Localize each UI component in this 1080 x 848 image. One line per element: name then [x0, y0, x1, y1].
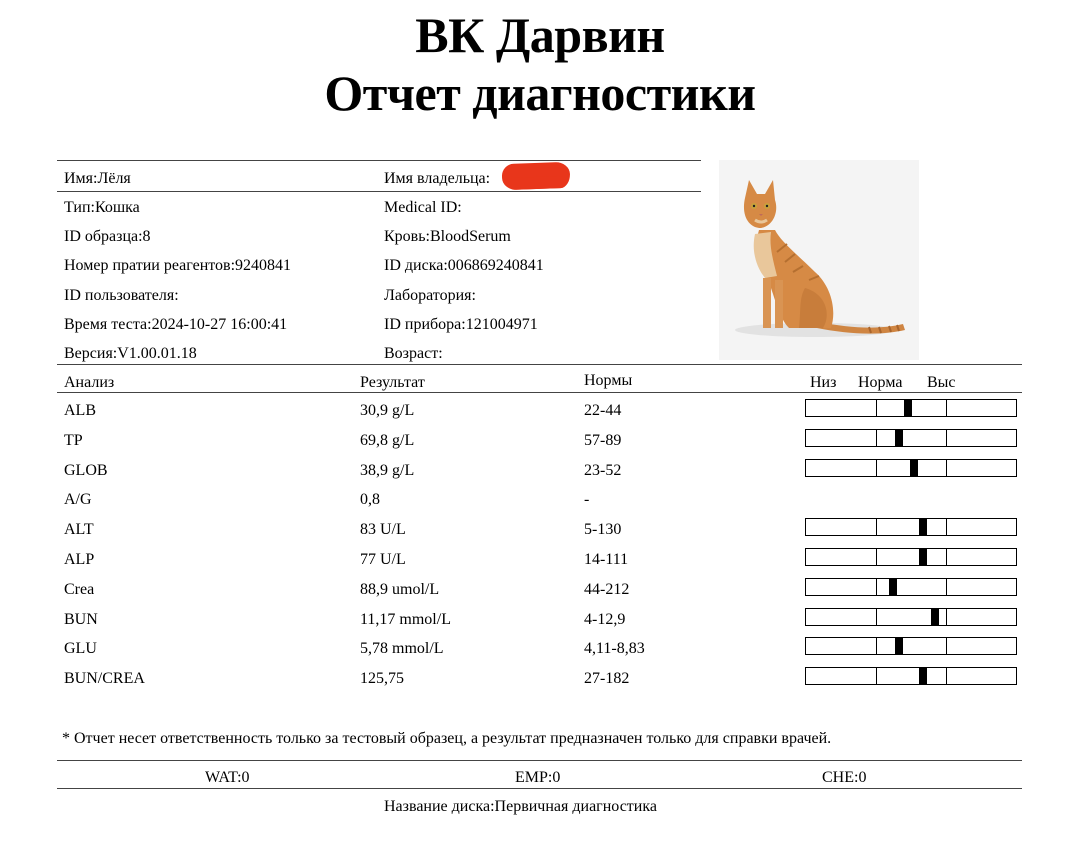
- col-header-normal: Норма: [858, 374, 903, 391]
- row-range-scale: [805, 637, 1017, 655]
- scale-divider: [876, 460, 877, 476]
- row-range-scale: [805, 608, 1017, 626]
- row-result: 69,8 g/L: [360, 432, 415, 449]
- row-range-scale: [805, 429, 1017, 447]
- row-analysis-name: ALB: [64, 402, 96, 419]
- row-result: 88,9 umol/L: [360, 581, 440, 598]
- scale-divider: [946, 579, 947, 595]
- row-norm: 44-212: [584, 581, 630, 598]
- disclaimer: * Отчет несет ответственность только за тестовый образец, а результат предназначен только для справки врачей.: [62, 730, 832, 747]
- row-result: 5,78 mmol/L: [360, 640, 444, 657]
- scale-divider: [876, 668, 877, 684]
- scale-divider: [876, 430, 877, 446]
- cat-photo-icon: [719, 160, 919, 360]
- patient-type: Тип:Кошка: [64, 199, 140, 216]
- row-norm: 57-89: [584, 432, 622, 449]
- sample-id: ID образца:8: [64, 228, 151, 245]
- reagent-batch: Номер пратии реагентов:9240841: [64, 257, 292, 274]
- table-top-line: [57, 364, 1022, 365]
- che-count: CHE:0: [822, 769, 867, 786]
- range-marker: [904, 399, 912, 417]
- test-time: Время теста:2024-10-27 16:00:41: [64, 316, 288, 333]
- col-header-result: Результат: [360, 374, 425, 391]
- col-header-low: Низ: [810, 374, 837, 391]
- wat-count: WAT:0: [205, 769, 250, 786]
- report-title: Отчет диагностики: [324, 65, 756, 121]
- row-analysis-name: BUN/CREA: [64, 670, 145, 687]
- row-norm: 4,11-8,83: [584, 640, 645, 657]
- scale-divider: [876, 400, 877, 416]
- info-name-underline: [57, 191, 701, 192]
- scale-divider: [946, 609, 947, 625]
- range-marker: [895, 429, 903, 447]
- user-id: ID пользователя:: [64, 287, 179, 304]
- scale-divider: [946, 638, 947, 654]
- scale-divider: [946, 430, 947, 446]
- scale-divider: [876, 579, 877, 595]
- cat-photo: [719, 160, 919, 360]
- row-analysis-name: ALP: [64, 551, 95, 568]
- col-header-high: Выс: [927, 374, 956, 391]
- row-range-scale: [805, 518, 1017, 536]
- row-norm: 5-130: [584, 521, 622, 538]
- row-norm: -: [584, 491, 590, 508]
- row-result: 30,9 g/L: [360, 402, 415, 419]
- row-norm: 27-182: [584, 670, 630, 687]
- row-range-scale: [805, 578, 1017, 596]
- row-analysis-name: A/G: [64, 491, 92, 508]
- age: Возраст:: [384, 345, 443, 362]
- row-range-scale: [805, 548, 1017, 566]
- row-result: 125,75: [360, 670, 404, 687]
- row-norm: 4-12,9: [584, 611, 626, 628]
- footer-top-line: [57, 760, 1022, 761]
- scale-divider: [946, 460, 947, 476]
- row-range-scale: [805, 667, 1017, 685]
- row-result: 77 U/L: [360, 551, 406, 568]
- scale-divider: [876, 519, 877, 535]
- row-analysis-name: TP: [64, 432, 83, 449]
- disk-id: ID диска:006869240841: [384, 257, 544, 274]
- range-marker: [931, 608, 939, 626]
- row-range-scale: [805, 399, 1017, 417]
- row-range-scale: [805, 459, 1017, 477]
- range-marker: [895, 637, 903, 655]
- col-header-norms: Нормы: [584, 372, 633, 389]
- footer-bottom-line: [57, 788, 1022, 789]
- row-norm: 23-52: [584, 462, 622, 479]
- row-analysis-name: GLOB: [64, 462, 108, 479]
- range-marker: [919, 548, 927, 566]
- range-marker: [910, 459, 918, 477]
- emp-count: EMP:0: [515, 769, 561, 786]
- owner-name: Имя владельца:: [384, 170, 491, 187]
- col-header-analysis: Анализ: [64, 374, 115, 391]
- row-analysis-name: Crea: [64, 581, 95, 598]
- scale-divider: [946, 519, 947, 535]
- report-title-brand: ВК Дарвин: [415, 7, 665, 63]
- medical-id: Medical ID:: [384, 199, 462, 216]
- row-result: 0,8: [360, 491, 380, 508]
- row-analysis-name: ALT: [64, 521, 94, 538]
- row-result: 38,9 g/L: [360, 462, 415, 479]
- device-id: ID прибора:121004971: [384, 316, 538, 333]
- row-analysis-name: BUN: [64, 611, 98, 628]
- scale-divider: [876, 638, 877, 654]
- row-result: 83 U/L: [360, 521, 406, 538]
- owner-redaction: [502, 162, 571, 190]
- row-analysis-name: GLU: [64, 640, 97, 657]
- scale-divider: [876, 549, 877, 565]
- scale-divider: [946, 400, 947, 416]
- version: Версия:V1.00.01.18: [64, 345, 197, 362]
- range-marker: [919, 667, 927, 685]
- row-result: 11,17 mmol/L: [360, 611, 451, 628]
- range-marker: [919, 518, 927, 536]
- table-header-underline: [57, 392, 1022, 393]
- scale-divider: [946, 549, 947, 565]
- info-top-line: [57, 160, 701, 161]
- row-norm: 22-44: [584, 402, 622, 419]
- range-marker: [889, 578, 897, 596]
- row-norm: 14-111: [584, 551, 629, 568]
- disk-name: Название диска:Первичная диагностика: [384, 798, 657, 815]
- scale-divider: [946, 668, 947, 684]
- scale-divider: [876, 609, 877, 625]
- laboratory: Лаборатория:: [384, 287, 476, 304]
- patient-name: Имя:Лёля: [64, 170, 131, 187]
- blood-type: Кровь:BloodSerum: [384, 228, 511, 245]
